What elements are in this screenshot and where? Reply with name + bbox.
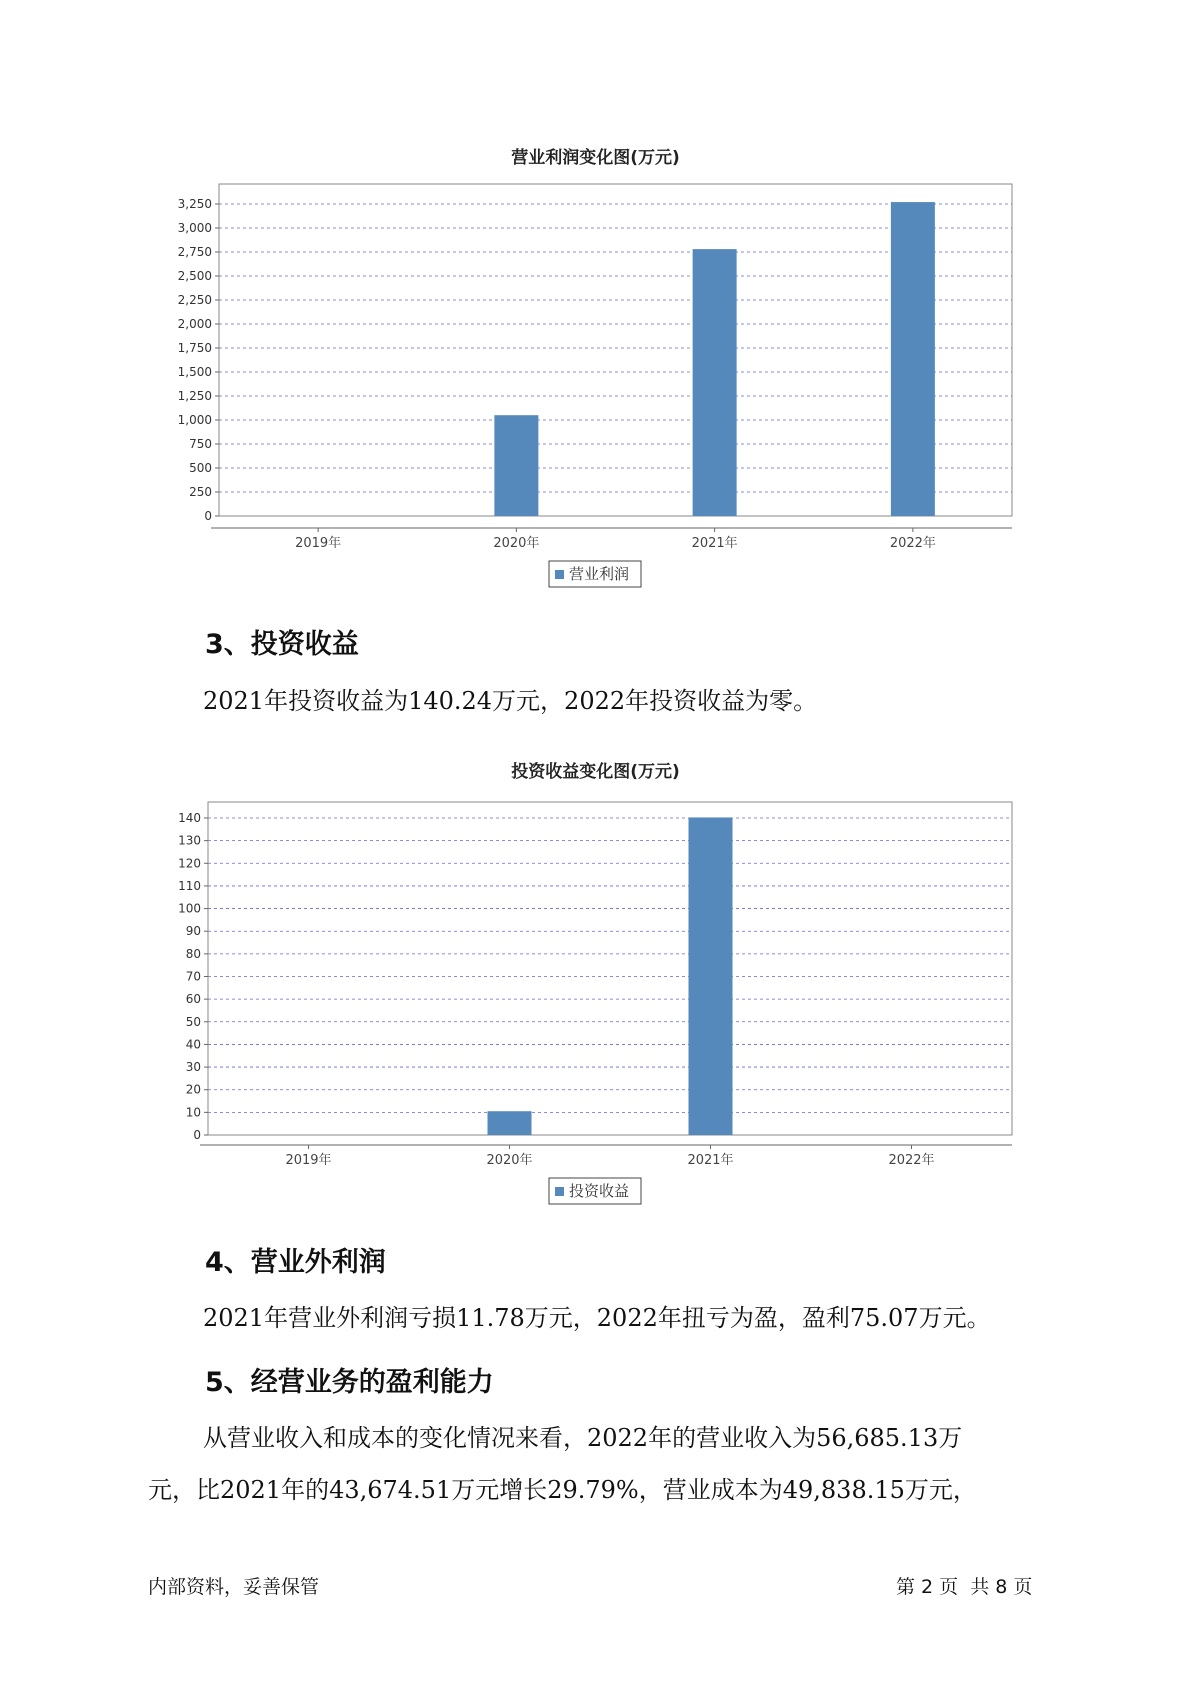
x-tick-label: 2020年 xyxy=(493,536,540,551)
heading-profitability: 5、经营业务的盈利能力 xyxy=(205,1367,494,1398)
x-tick-label: 2021年 xyxy=(687,1153,734,1168)
paragraph-non-operating-profit: 2021年营业外利润亏损11.78万元，2022年扭亏为盈，盈利75.07万元。 xyxy=(203,1304,991,1332)
heading-investment-income: 3、投资收益 xyxy=(205,629,359,660)
footer-confidential: 内部资料，妥善保管 xyxy=(148,1576,320,1598)
y-tick-label: 1,000 xyxy=(177,413,212,427)
x-tick-label: 2019年 xyxy=(285,1153,332,1168)
plot-area xyxy=(208,802,1012,1135)
y-tick-label: 2,250 xyxy=(177,293,212,307)
y-tick-label: 2,500 xyxy=(177,269,212,283)
y-tick-label: 0 xyxy=(193,1128,201,1142)
y-tick-label: 2,750 xyxy=(177,245,212,259)
chart-title-operating-profit: 营业利润变化图(万元) xyxy=(511,148,680,168)
chart-title-investment-income: 投资收益变化图(万元) xyxy=(511,762,680,782)
footer-page-number: 第 2 页 共 8 页 xyxy=(896,1576,1033,1598)
bar-2020年 xyxy=(488,1111,532,1135)
x-tick-label: 2020年 xyxy=(486,1153,533,1168)
bar-2021年 xyxy=(689,817,733,1135)
heading-non-operating-profit: 4、营业外利润 xyxy=(205,1247,386,1278)
y-tick-label: 100 xyxy=(178,901,201,916)
y-tick-label: 3,250 xyxy=(177,197,212,211)
y-tick-label: 140 xyxy=(178,811,201,825)
y-tick-label: 110 xyxy=(178,878,201,893)
y-tick-label: 500 xyxy=(189,461,212,475)
y-tick-label: 10 xyxy=(185,1105,201,1120)
y-tick-label: 250 xyxy=(189,485,212,499)
y-tick-label: 40 xyxy=(185,1037,201,1052)
y-tick-label: 70 xyxy=(185,969,201,984)
y-tick-label: 750 xyxy=(189,437,212,451)
paragraph-profitability-line2: 元，比2021年的43,674.51万元增长29.79%，营业成本为49,838.15万元， xyxy=(148,1476,977,1504)
y-tick-label: 90 xyxy=(185,924,201,939)
legend-label: 营业利润 xyxy=(569,565,630,583)
legend-swatch xyxy=(555,1187,564,1196)
y-tick-label: 2,000 xyxy=(177,317,212,331)
y-tick-label: 80 xyxy=(185,946,201,961)
y-tick-label: 30 xyxy=(185,1060,201,1075)
x-tick-label: 2019年 xyxy=(295,536,342,551)
legend-label: 投资收益 xyxy=(569,1182,630,1200)
y-tick-label: 130 xyxy=(178,833,201,848)
x-tick-label: 2022年 xyxy=(888,1153,935,1168)
paragraph-investment-income: 2021年投资收益为140.24万元，2022年投资收益为零。 xyxy=(203,687,818,715)
x-tick-label: 2022年 xyxy=(889,536,936,551)
y-tick-label: 1,750 xyxy=(177,341,212,355)
y-tick-label: 1,250 xyxy=(177,389,212,403)
y-tick-label: 50 xyxy=(185,1014,201,1029)
y-tick-label: 120 xyxy=(178,856,201,871)
y-tick-label: 1,500 xyxy=(177,365,212,379)
y-tick-label: 0 xyxy=(204,509,212,523)
paragraph-profitability-line1: 从营业收入和成本的变化情况来看，2022年的营业收入为56,685.13万 xyxy=(203,1424,963,1452)
x-tick-label: 2021年 xyxy=(691,536,738,551)
y-tick-label: 60 xyxy=(185,992,201,1007)
y-tick-label: 3,000 xyxy=(177,221,212,235)
y-tick-label: 20 xyxy=(185,1082,201,1097)
